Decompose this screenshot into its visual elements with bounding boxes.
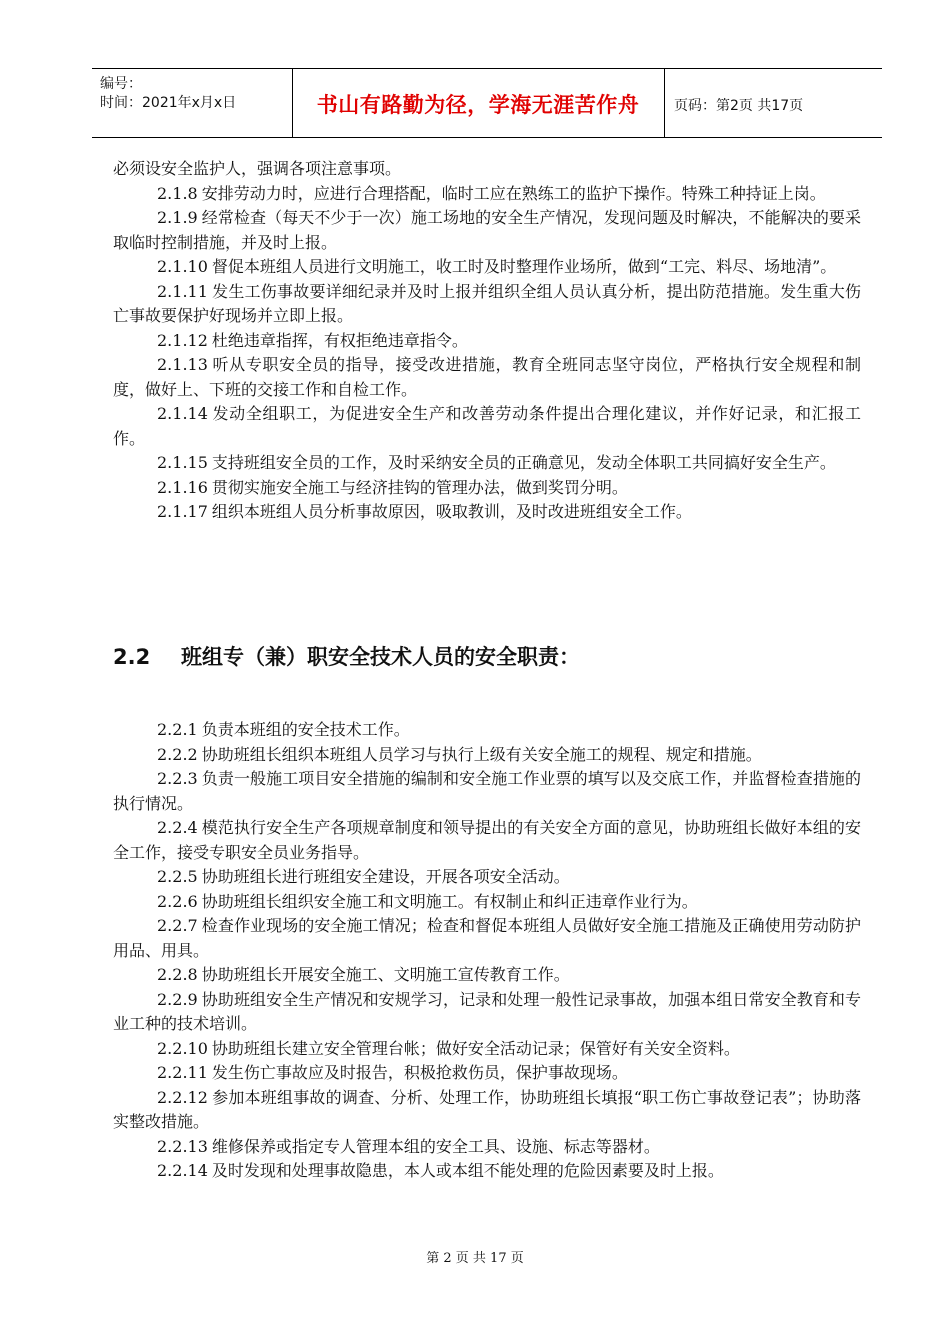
clause-text: 参加本班组事故的调查、分析、处理工作，协助班组长填报“职工伤亡事故登记表”；协助落实整改措施。 [113, 1087, 861, 1131]
clause-text: 协助班组长进行班组安全建设，开展各项安全活动。 [201, 867, 570, 886]
clause-text: 协助班组长组织安全施工和文明施工。有权制止和纠正违章作业行为。 [201, 891, 698, 911]
paragraph [113, 451, 861, 476]
paragraph [113, 1159, 861, 1184]
clause-number: 2.1.15 [157, 453, 208, 472]
paragraph [113, 206, 861, 255]
paragraph [113, 182, 861, 207]
clause-number: 2.2.4 [157, 818, 198, 837]
paragraph [113, 255, 861, 280]
paragraph [113, 1135, 861, 1160]
paragraph [113, 402, 861, 451]
clause-number: 2.2.9 [157, 989, 198, 1009]
clause-text: 协助班组安全生产情况和安规学习，记录和处理一般性记录事故，加强本组日常安全教育和专业工种的技术培训。 [113, 989, 861, 1033]
clause-text: 检查作业现场的安全施工情况；检查和督促本班组人员做好安全施工措施及正确使用劳动防护用品、用具。 [113, 916, 861, 960]
paragraph [113, 816, 861, 865]
header-page-info: 页码：第2页 共17页 [674, 98, 804, 114]
clause-text: 发生伤亡事故应及时报告，积极抢救伤员，保护事故现场。 [211, 1063, 628, 1082]
clause-number: 2.1.14 [157, 404, 208, 423]
section-2-2-body [113, 718, 861, 1184]
clause-number: 2.1.9 [157, 208, 198, 227]
page-footer: 第 2 页 共 17 页 [426, 1251, 524, 1266]
clause-number: 2.2.2 [157, 744, 198, 764]
clause-number: 2.2.12 [157, 1087, 208, 1107]
document-time-label: 时间：2021年x月x日 [100, 95, 237, 111]
paragraph [113, 988, 861, 1037]
header-left-cell [92, 69, 293, 137]
clause-number: 2.2.14 [157, 1161, 208, 1180]
clause-text: 安排劳动力时，应进行合理搭配，临时工应在熟练工的监护下操作。特殊工种持证上岗。 [201, 183, 826, 203]
clause-text: 组织本班组人员分析事故原因，吸取教训，及时改进班组安全工作。 [211, 502, 692, 521]
clause-number: 2.2.7 [157, 916, 198, 935]
paragraph [113, 890, 861, 915]
clause-number: 2.1.16 [157, 477, 208, 497]
paragraph [113, 353, 861, 402]
paragraph [113, 329, 861, 354]
clause-number: 2.1.11 [157, 281, 208, 301]
section-heading [113, 641, 861, 671]
section-heading-number: 2.2 [113, 645, 151, 669]
document-number-label: 编号： [100, 76, 142, 92]
paragraph [113, 718, 861, 743]
paragraph [113, 476, 861, 501]
paragraph [113, 500, 861, 525]
clause-text: 督促本班组人员进行文明施工，收工时及时整理作业场所，做到“工完、料尽、场地清”。 [211, 257, 837, 276]
paragraph [113, 914, 861, 963]
paragraph [113, 865, 861, 890]
clause-number: 2.2.13 [157, 1136, 208, 1156]
clause-text: 必须设安全监护人，强调各项注意事项。 [113, 159, 402, 178]
paragraph [113, 1061, 861, 1086]
paragraph [113, 1037, 861, 1062]
header-middle-cell [292, 69, 665, 137]
clause-text: 负责一般施工项目安全措施的编制和安全施工作业票的填写以及交底工作，并监督检查措施的执行情况。 [113, 769, 861, 813]
clause-text: 贯彻实施安全施工与经济挂钩的管理办法，做到奖罚分明。 [211, 477, 628, 497]
paragraph [113, 1086, 861, 1135]
section-heading-title: 班组专（兼）职安全技术人员的安全职责： [181, 645, 580, 669]
paragraph [113, 157, 861, 182]
clause-text: 及时发现和处理事故隐患，本人或本组不能处理的危险因素要及时上报。 [211, 1161, 724, 1180]
clause-number: 2.1.12 [157, 330, 208, 350]
clause-number: 2.2.8 [157, 965, 198, 984]
paragraph [113, 743, 861, 768]
clause-text: 协助班组长开展安全施工、文明施工宣传教育工作。 [201, 965, 570, 984]
page-header [92, 68, 882, 138]
clause-number: 2.1.17 [157, 502, 208, 521]
clause-number: 2.2.11 [157, 1063, 208, 1082]
clause-text: 杜绝违章指挥，有权拒绝违章指令。 [211, 330, 468, 350]
clause-number: 2.2.1 [157, 720, 198, 739]
clause-number: 2.2.10 [157, 1038, 208, 1058]
clause-text: 支持班组安全员的工作，及时采纳安全员的正确意见，发动全体职工共同搞好安全生产。 [211, 453, 836, 472]
clause-text: 经常检查（每天不少于一次）施工场地的安全生产情况，发现问题及时解决，不能解决的要采取临时控制措施，并及时上报。 [113, 208, 861, 252]
clause-text: 协助班组长组织本班组人员学习与执行上级有关安全施工的规程、规定和措施。 [201, 744, 762, 764]
clause-number: 2.1.8 [157, 183, 198, 203]
clause-text: 协助班组长建立安全管理台帐；做好安全活动记录；保管好有关安全资料。 [211, 1038, 740, 1058]
section-2-1-body [113, 157, 861, 525]
clause-number: 2.2.5 [157, 867, 198, 886]
clause-number: 2.1.13 [157, 355, 208, 374]
clause-text: 负责本班组的安全技术工作。 [201, 720, 410, 739]
header-motto: 书山有路勤为径，学海无涯苦作舟 [316, 93, 640, 117]
clause-number: 2.2.6 [157, 891, 198, 911]
clause-text: 听从专职安全员的指导，接受改进措施，教育全班同志坚守岗位，严格执行安全规程和制度，做好上、下班的交接工作和自检工作。 [113, 355, 861, 399]
header-right-cell [664, 69, 882, 137]
clause-number: 2.1.10 [157, 257, 208, 276]
paragraph [113, 280, 861, 329]
clause-text: 模范执行安全生产各项规章制度和领导提出的有关安全方面的意见，协助班组长做好本组的安全工作，接受专职安全员业务指导。 [113, 818, 861, 862]
clause-text: 发生工伤事故要详细纪录并及时上报并组织全组人员认真分析，提出防范措施。发生重大伤亡事故要保护好现场并立即上报。 [113, 281, 861, 325]
clause-text: 维修保养或指定专人管理本组的安全工具、设施、标志等器材。 [211, 1136, 660, 1156]
paragraph [113, 767, 861, 816]
clause-text: 发动全组职工，为促进安全生产和改善劳动条件提出合理化建议，并作好记录，和汇报工作。 [113, 404, 861, 448]
clause-number: 2.2.3 [157, 769, 198, 788]
paragraph [113, 963, 861, 988]
